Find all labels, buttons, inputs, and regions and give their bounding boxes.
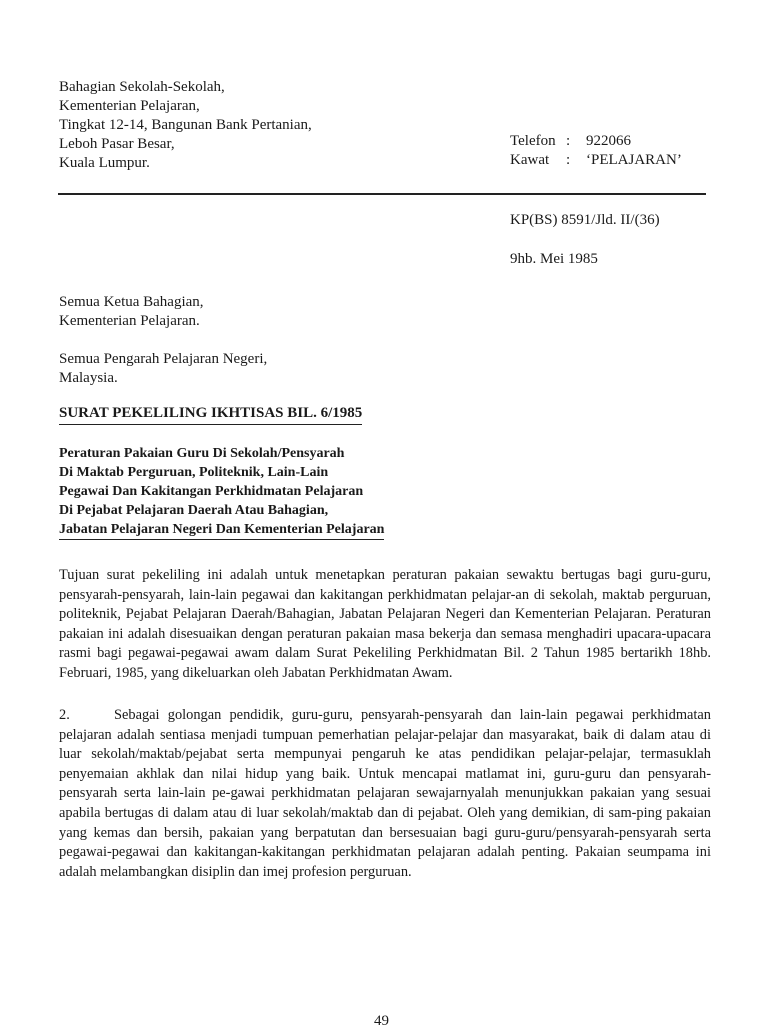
recipient-block: [59, 293, 204, 331]
recipient-block: [59, 350, 267, 388]
kawat-row: [510, 151, 682, 170]
telefon-label: Telefon: [510, 133, 556, 149]
paragraph-1: Tujuan surat pekeliling ini adalah untuk menetapkan peraturan pakaian sewaktu bertugas bagi guru-guru, pensyarah-pensyarah, lain-lain pegawai dan kakitangan perkhidmatan pelajar-an di sekolah, maktab perguruan, politeknik, Pejabat Pelajaran Daerah/Bahagian, Jabatan Pelajaran Negeri dan Kementerian Pelajaran. Peraturan pakaian ini adalah disesuaikan dengan peraturan pakaian masa bekerja dan semasa menghadiri upacara-upacara rasmi bagi pegawai-pegawai awam dalam Surat Pekeliling Perkhidmatan Bil. 2 Tahun 1985 bertarikh 18hb. Februari, 1985, yang dikeluarkan oleh Jabatan Perkhidmatan Awam.: [59, 567, 711, 681]
paragraph-2-text: Sebagai golongan pendidik, guru-guru, pensyarah-pensyarah dan lain-lain pegawai perkhidmatan pelajaran adalah sentiasa menjadi tumpuan pemerhatian pelajar-pelajar dan masyarakat, baik di dalam atau di luar sekolah/maktab/pejabat serta mempunyai pengaruh ke atas pendidikan pelajar-pelajar, termasuklah penyemaian akhlak dan nilai hidup yang baik. Untuk mencapai matlamat ini, guru-guru dan pensyarah-pensyarah serta lain-lain pe-gawai perkhidmatan pelajaran sewajarnyalah menunjukkan pakaian yang sesuai apabila bertugas di dalam atau di luar sekolah/maktab dan di pejabat. Oleh yang demikian, di sam-ping pakaian yang kemas dan bersih, pakaian yang berpatutan dan bersesuaian bagi guru-guru/pensyarah-pensyarah serta pegawai-pegawai dan kakitangan-kakitangan perkhidmatan pelajaran adalah penting. Pakaian seumpama ini adalah melambangkan disiplin dan imej profesion perguruan.: [59, 707, 711, 880]
contact-block: [510, 132, 682, 170]
subject-line: Di Pejabat Pelajaran Daerah Atau Bahagian,: [59, 503, 329, 518]
subject-heading: [59, 444, 384, 540]
circular-title: SURAT PEKELILING IKHTISAS BIL. 6/1985: [59, 405, 362, 425]
header-divider: [58, 193, 706, 195]
telefon-value: 922066: [586, 133, 631, 149]
subject-line: Pegawai Dan Kakitangan Perkhidmatan Pelajaran: [59, 484, 364, 499]
recipient-line: Malaysia.: [59, 370, 118, 386]
recipient-line: Semua Pengarah Pelajaran Negeri,: [59, 351, 268, 367]
letter-date: 9hb. Mei 1985: [510, 251, 598, 267]
recipient-line: Semua Ketua Bahagian,: [59, 294, 204, 310]
paragraph-2: [59, 706, 711, 882]
subject-line: Peraturan Pakaian Guru Di Sekolah/Pensyarah: [59, 446, 345, 461]
subject-line: Jabatan Pelajaran Negeri Dan Kementerian Pelajaran: [59, 520, 384, 540]
separator: :: [566, 152, 571, 168]
address-line: Kuala Lumpur.: [59, 155, 150, 171]
kawat-value: ‘PELAJARAN’: [586, 152, 682, 168]
telefon-row: [510, 132, 682, 151]
sender-address: [59, 78, 312, 173]
kawat-label: Kawat: [510, 152, 550, 168]
recipient-line: Kementerian Pelajaran.: [59, 313, 200, 329]
paragraph-number: 2.: [59, 707, 70, 723]
subject-line: Di Maktab Perguruan, Politeknik, Lain-Lain: [59, 465, 329, 480]
page-number: 49: [374, 1013, 389, 1029]
address-line: Kementerian Pelajaran,: [59, 98, 200, 114]
address-line: Tingkat 12-14, Bangunan Bank Pertanian,: [59, 117, 312, 133]
address-line: Leboh Pasar Besar,: [59, 136, 175, 152]
reference-number: KP(BS) 8591/Jld. II/(36): [510, 212, 660, 228]
address-line: Bahagian Sekolah-Sekolah,: [59, 79, 225, 95]
separator: :: [566, 133, 571, 149]
